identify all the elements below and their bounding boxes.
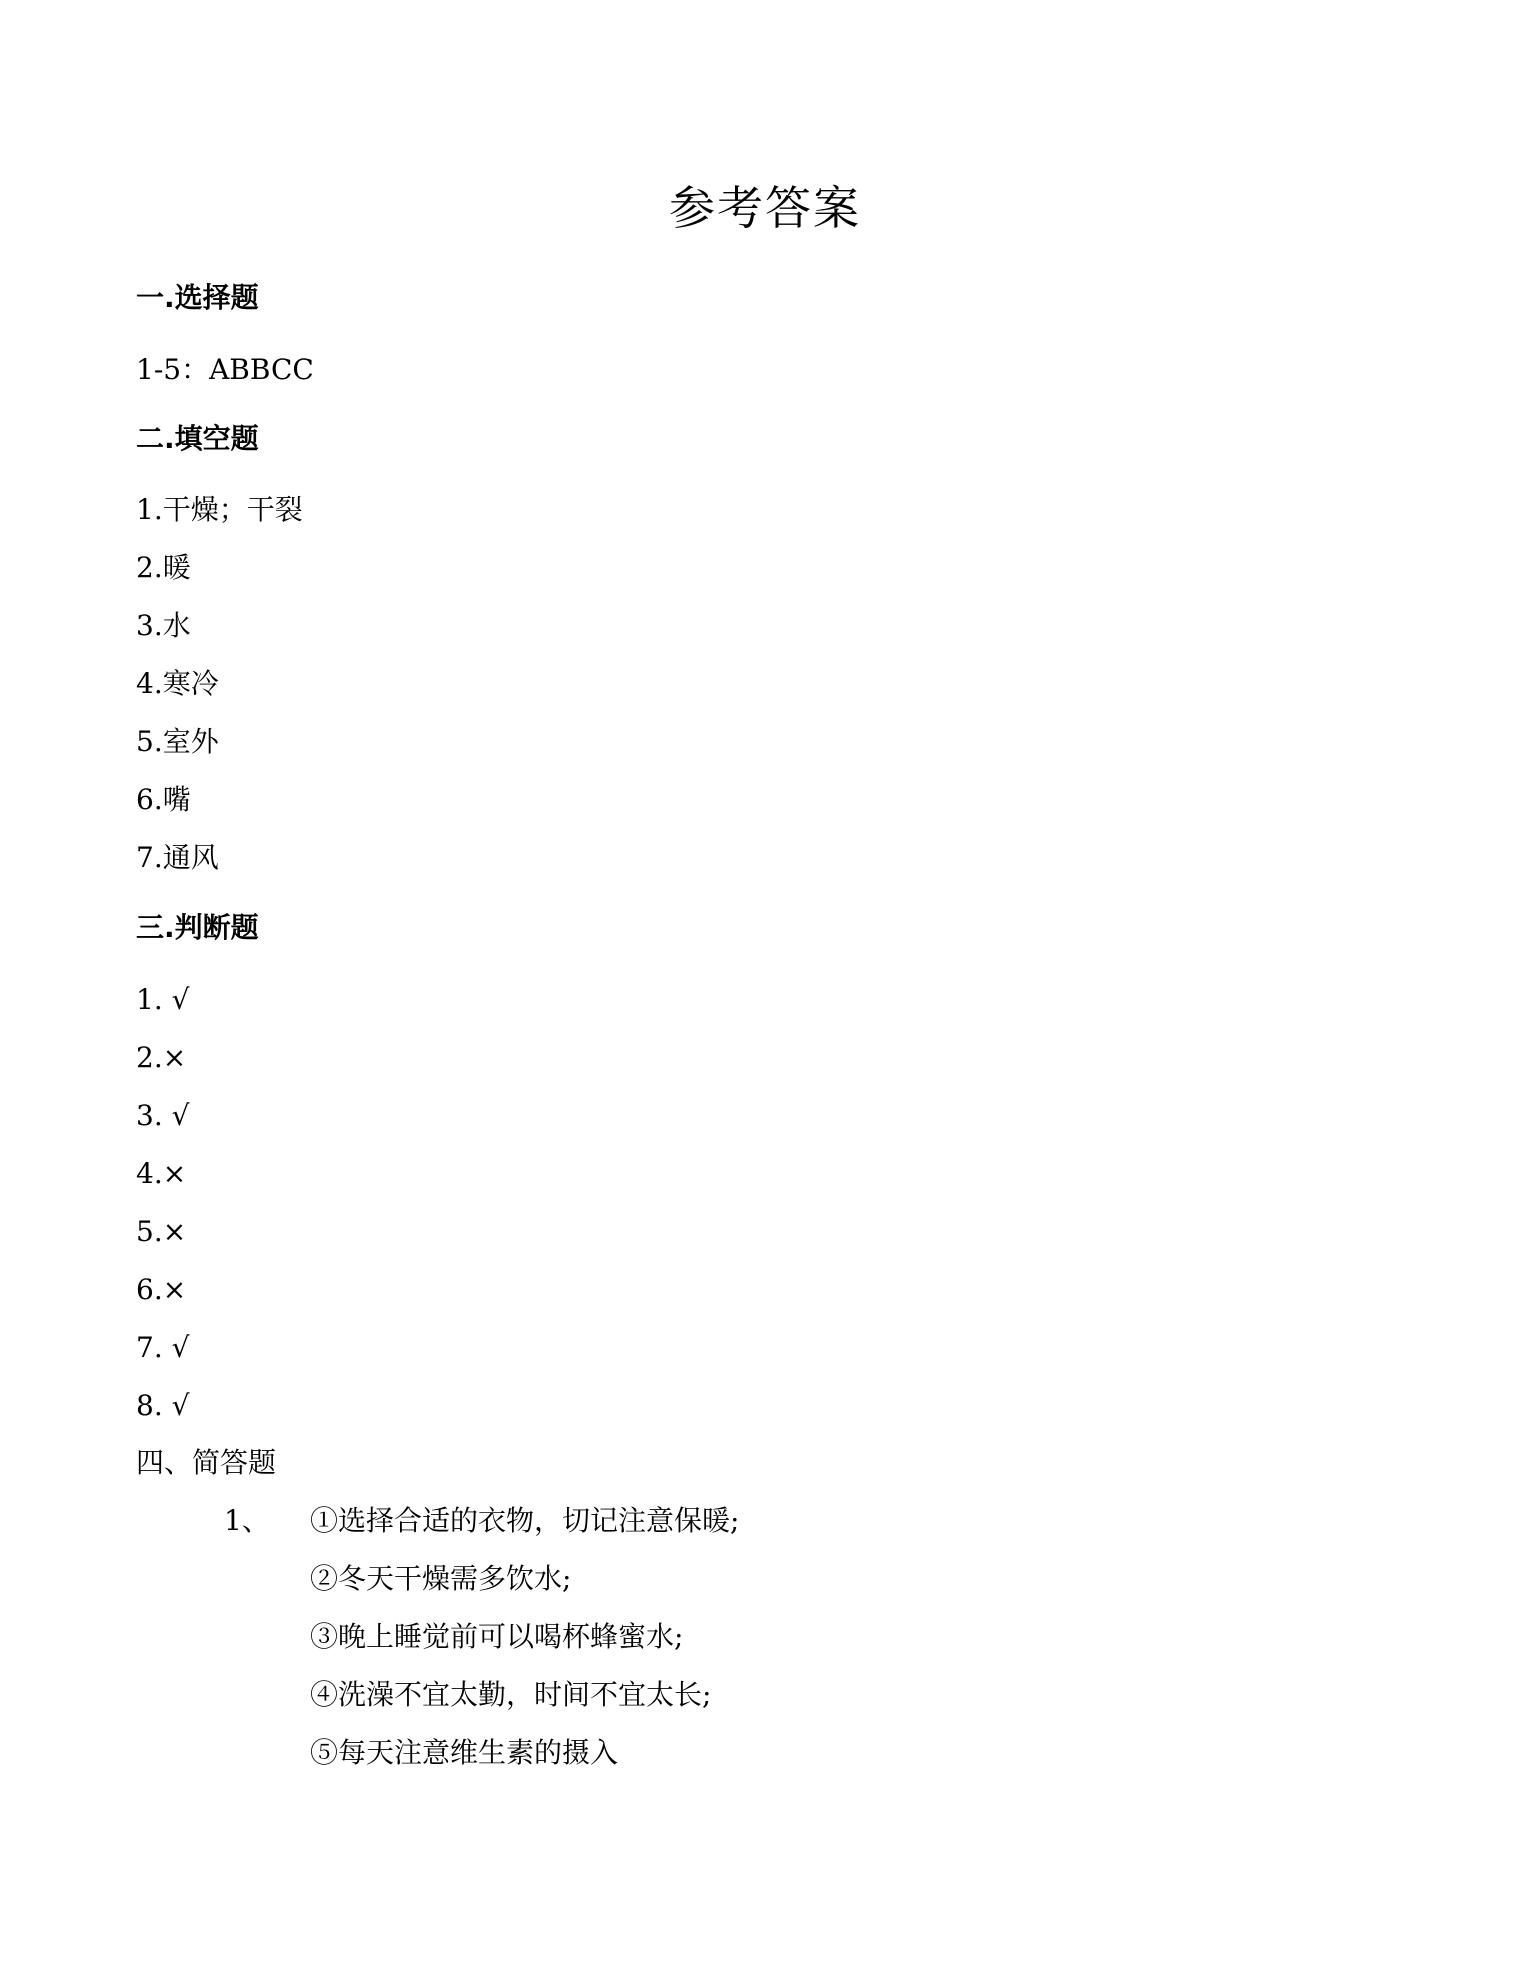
section-heading-judge: 三.判断题 [136, 911, 259, 944]
fill-item: 5.室外 [136, 725, 219, 758]
judge-item: 3. √ [136, 1099, 190, 1132]
fill-item: 3.水 [136, 609, 191, 642]
short-answer-line: ⑤每天注意维生素的摄入 [310, 1736, 619, 1769]
short-answer-line: ②冬天干燥需多饮水; [310, 1562, 572, 1595]
judge-item: 8. √ [136, 1389, 190, 1422]
judge-item: 4.× [136, 1157, 187, 1190]
judge-item: 2.× [136, 1041, 187, 1074]
fill-item: 6.嘴 [136, 783, 191, 816]
short-answer-number: 1、 [224, 1504, 270, 1537]
judge-item: 6.× [136, 1273, 187, 1306]
judge-item: 7. √ [136, 1331, 190, 1364]
short-answer-line: ④洗澡不宜太勤，时间不宜太长; [310, 1678, 712, 1711]
fill-item: 2.暖 [136, 551, 191, 584]
short-answer-line: ①选择合适的衣物，切记注意保暖; [310, 1504, 740, 1537]
judge-item: 1. √ [136, 983, 190, 1016]
fill-item: 7.通风 [136, 841, 219, 874]
fill-item: 1.干燥；干裂 [136, 493, 303, 526]
section-heading-choice: 一.选择题 [136, 281, 259, 314]
section-heading-short: 四、简答题 [136, 1446, 277, 1479]
judge-item: 5.× [136, 1215, 187, 1248]
page-title: 参考答案 [669, 181, 861, 235]
section-heading-fill: 二.填空题 [136, 422, 259, 455]
short-answer-line: ③晚上睡觉前可以喝杯蜂蜜水; [310, 1620, 684, 1653]
choice-answer: 1-5：ABBCC [136, 353, 314, 386]
fill-item: 4.寒冷 [136, 667, 219, 700]
